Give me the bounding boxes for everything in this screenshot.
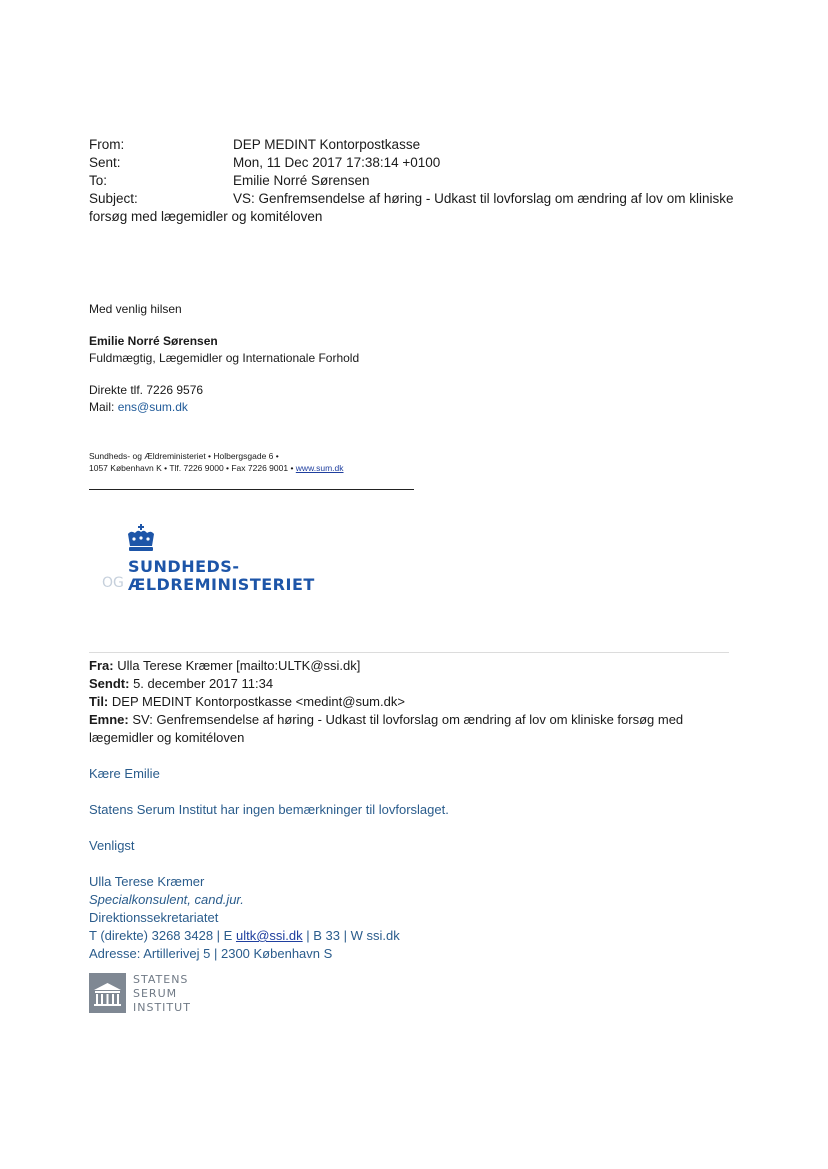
- mail-label: Mail:: [89, 400, 115, 414]
- logo-line-1: SUNDHEDS-: [128, 557, 240, 576]
- logo-og: OG: [102, 575, 124, 591]
- ssi-signer-title: Specialkonsulent, cand.jur.: [89, 892, 244, 907]
- sendt-label: Sendt:: [89, 676, 130, 691]
- ssi-department: Direktionssekretariatet: [89, 910, 219, 925]
- fra-value: Ulla Terese Kræmer [mailto:ULTK@ssi.dk]: [117, 658, 361, 673]
- salutation: Kære Emilie: [89, 766, 160, 781]
- sent-label: Sent:: [89, 155, 121, 170]
- subject-line-1: VS: Genfremsendelse af høring - Udkast til lovforslag om ændring af lov om kliniske: [233, 191, 734, 206]
- crown-icon: [125, 524, 157, 554]
- ssi-email-link[interactable]: ultk@ssi.dk: [235, 928, 303, 943]
- ssi-contact-line: [89, 927, 400, 945]
- signature-divider: [89, 489, 414, 490]
- signer-name: Emilie Norré Sørensen: [89, 334, 218, 348]
- ssi-logo: [89, 973, 209, 1015]
- til-label: Til:: [89, 694, 109, 709]
- sendt-line: [89, 675, 273, 693]
- ssi-address: Adresse: Artillerivej 5 | 2300 København S: [89, 946, 333, 961]
- ssi-logo-line-1: STATENS: [133, 973, 189, 986]
- emne-line-2: lægemidler og komitéloven: [89, 730, 245, 745]
- message-body: Statens Serum Institut har ingen bemærkninger til lovforslaget.: [89, 802, 449, 817]
- sendt-value: 5. december 2017 11:34: [133, 676, 274, 691]
- signer-phone: Direkte tlf. 7226 9576: [89, 383, 204, 397]
- mail-link[interactable]: ens@sum.dk: [117, 400, 188, 414]
- greeting: Med venlig hilsen: [89, 302, 182, 316]
- top-faint-divider: [89, 652, 729, 653]
- from-label: From:: [89, 137, 125, 152]
- emne-value: SV: Genfremsendelse af høring - Udkast til lovforslag om ændring af lov om kliniske forsøg med: [132, 712, 684, 727]
- sent-value: Mon, 11 Dec 2017 17:38:14 +0100: [233, 155, 441, 170]
- to-label: To:: [89, 173, 108, 188]
- signer-mail: [89, 400, 188, 414]
- contact-prefix: T (direkte) 3268 3428 | E: [89, 928, 233, 943]
- signer-title: Fuldmægtig, Lægemidler og Internationale Forhold: [89, 351, 360, 365]
- ministry-address-line-1: Sundheds- og Ældreministeriet • Holbergsgade 6 •: [89, 451, 279, 461]
- subject-label: Subject:: [89, 191, 138, 206]
- til-value: DEP MEDINT Kontorpostkasse <medint@sum.dk>: [111, 694, 405, 709]
- emne-line: [89, 711, 683, 729]
- ssi-signer-name: Ulla Terese Kræmer: [89, 874, 205, 889]
- contact-suffix: | B 33 | W ssi.dk: [306, 928, 400, 943]
- building-icon: [89, 973, 126, 1013]
- logo-line-2: ÆLDREMINISTERIET: [128, 575, 315, 594]
- ssi-logo-line-2: SERUM: [133, 987, 178, 1000]
- emne-label: Emne:: [89, 712, 129, 727]
- subject-line-2: forsøg med lægemidler og komitéloven: [89, 209, 323, 224]
- fra-label: Fra:: [89, 658, 114, 673]
- ssi-logo-box: [89, 973, 126, 1013]
- fra-line: [89, 657, 360, 675]
- til-line: [89, 693, 405, 711]
- address-text: 1057 København K • Tlf. 7226 9000 • Fax 7226 9001 •: [89, 463, 294, 473]
- ministry-address-line-2: [89, 463, 344, 473]
- closing: Venligst: [89, 838, 135, 853]
- website-link[interactable]: www.sum.dk: [295, 463, 344, 473]
- to-value: Emilie Norré Sørensen: [233, 173, 370, 188]
- ministry-logo: [100, 524, 320, 594]
- from-value: DEP MEDINT Kontorpostkasse: [233, 137, 421, 152]
- ssi-logo-line-3: INSTITUT: [133, 1001, 191, 1014]
